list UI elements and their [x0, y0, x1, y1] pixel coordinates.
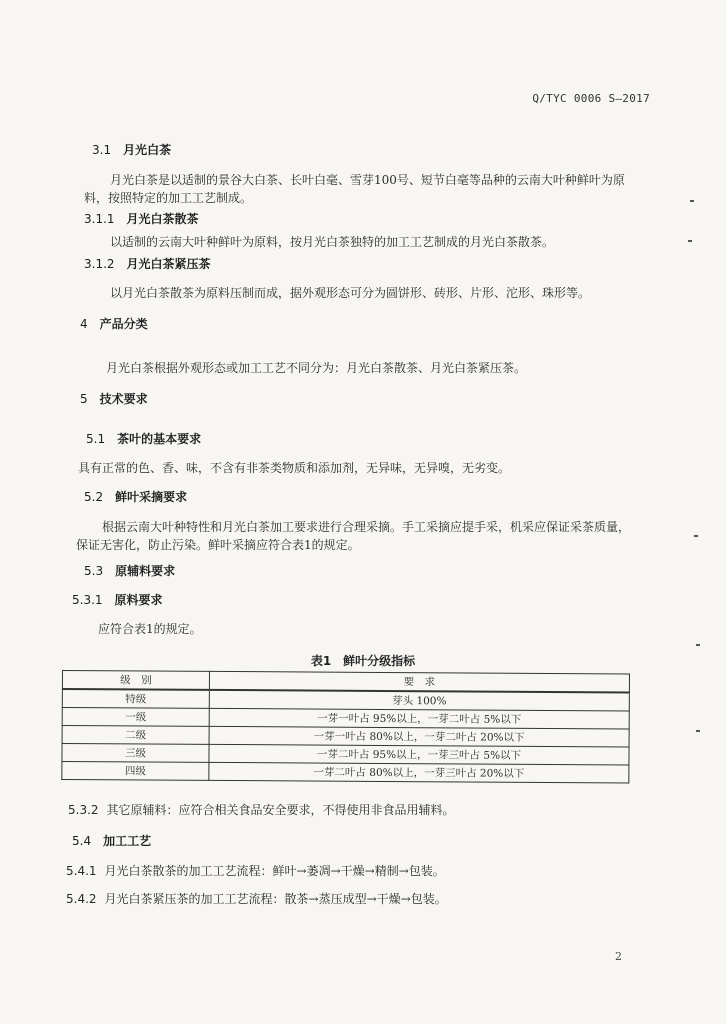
grade-table [61, 670, 630, 783]
heading-title: 原料要求 [114, 593, 163, 607]
cell-grade: 三级 [62, 744, 209, 763]
heading-3-1 [92, 141, 171, 158]
scan-mark [688, 240, 692, 242]
cell-requirement: 一芽二叶占 80%以上，一芽三叶占 20%以下 [209, 762, 629, 783]
cell-requirement: 一芽一叶占 80%以上，一芽二叶占 20%以下 [209, 726, 629, 747]
cell-grade: 四级 [62, 762, 209, 781]
item-number: 5.4.1 [66, 864, 97, 878]
heading-number: 5.1 [86, 432, 106, 446]
standard-code: Q/TYC 0006 S—2017 [532, 92, 650, 105]
heading-title: 茶叶的基本要求 [117, 432, 202, 446]
paragraph-3-1-2: 以月光白茶散茶为原料压制而成，据外观形态可分为圆饼形、砖形、片形、沱形、珠形等。 [110, 286, 591, 300]
heading-number: 5.3 [84, 564, 104, 578]
paragraph-3-1-line2: 料，按照特定的加工工艺制成。 [84, 191, 253, 205]
heading-3-1-2 [84, 255, 211, 272]
heading-number: 5.3.1 [72, 593, 103, 607]
table-title: 表1 鲜叶分级指标 [310, 654, 416, 668]
heading-5 [80, 390, 148, 407]
scan-mark [696, 730, 700, 732]
item-text: 月光白茶紧压茶的加工工艺流程：散茶→蒸压成型→干燥→包装。 [104, 892, 447, 906]
item-text: 其它原辅料：应符合相关食品安全要求，不得使用非食品用辅料。 [106, 803, 455, 817]
heading-number: 5 [80, 392, 88, 406]
paragraph-5-3-2 [68, 800, 668, 821]
paragraph-5-2-line1: 根据云南大叶种特性和月光白茶加工要求进行合理采摘。手工采摘应提手采，机采应保证采茶质量， [102, 520, 631, 534]
heading-5-3 [84, 562, 175, 579]
paragraph-4: 月光白茶根据外观形态或加工工艺不同分为：月光白茶散茶、月光白茶紧压茶。 [106, 361, 527, 375]
heading-title: 原辅料要求 [115, 564, 176, 578]
heading-5-3-1 [72, 591, 163, 608]
cell-grade: 一级 [62, 708, 209, 727]
heading-4 [80, 315, 148, 332]
heading-number: 5.2 [84, 490, 104, 504]
scan-mark [690, 200, 694, 202]
paragraph-5-4-2 [66, 889, 666, 910]
heading-number: 5.4 [72, 834, 92, 848]
paragraph-5-4-1 [66, 861, 666, 882]
item-text: 月光白茶散茶的加工工艺流程：鲜叶→萎凋→干燥→精制→包装。 [104, 864, 445, 878]
item-number: 5.3.2 [68, 803, 99, 817]
paragraph-3-1-1: 以适制的云南大叶种鲜叶为原料，按月光白茶独特的加工工艺制成的月光白茶散茶。 [110, 235, 555, 249]
heading-title: 技术要求 [99, 392, 148, 406]
heading-number: 3.1.1 [84, 212, 115, 226]
scan-mark [696, 644, 700, 646]
heading-number: 3.1.2 [84, 257, 115, 271]
cell-grade: 二级 [62, 726, 209, 745]
heading-title: 月光白茶紧压茶 [126, 257, 211, 271]
cell-requirement: 芽头 100% [209, 690, 629, 711]
heading-title: 月光白茶 [123, 143, 172, 157]
cell-requirement: 一芽一叶占 95%以上，一芽二叶占 5%以下 [209, 708, 629, 729]
heading-title: 鲜叶采摘要求 [115, 490, 188, 504]
paragraph-5-2-line2: 保证无害化，防止污染。鲜叶采摘应符合表1的规定。 [76, 538, 360, 552]
header-grade: 级 别 [62, 671, 209, 690]
scan-mark [694, 535, 698, 537]
paragraph-5-3-1: 应符合表1的规定。 [98, 622, 202, 636]
paragraph-3-1-line1: 月光白茶是以适制的景谷大白茶、长叶白毫、雪芽100号、短节白毫等品种的云南大叶种鲜叶为原 [110, 173, 625, 187]
heading-5-2 [84, 488, 187, 505]
cell-requirement: 一芽二叶占 95%以上，一芽三叶占 5%以下 [209, 744, 629, 765]
heading-title: 产品分类 [99, 317, 148, 331]
heading-5-4 [72, 832, 151, 849]
page-number: 2 [615, 950, 622, 963]
heading-number: 3.1 [92, 143, 112, 157]
heading-title: 加工工艺 [103, 834, 152, 848]
paragraph-5-1: 具有正常的色、香、味，不含有非茶类物质和添加剂，无异味，无异嗅，无劣变。 [78, 461, 511, 475]
table-row [62, 762, 629, 783]
header-requirement: 要 求 [209, 671, 629, 692]
item-number: 5.4.2 [66, 892, 97, 906]
heading-title: 月光白茶散茶 [126, 212, 199, 226]
cell-grade: 特级 [62, 689, 209, 708]
heading-3-1-1 [84, 210, 199, 227]
heading-5-1 [86, 430, 201, 447]
heading-number: 4 [80, 317, 88, 331]
